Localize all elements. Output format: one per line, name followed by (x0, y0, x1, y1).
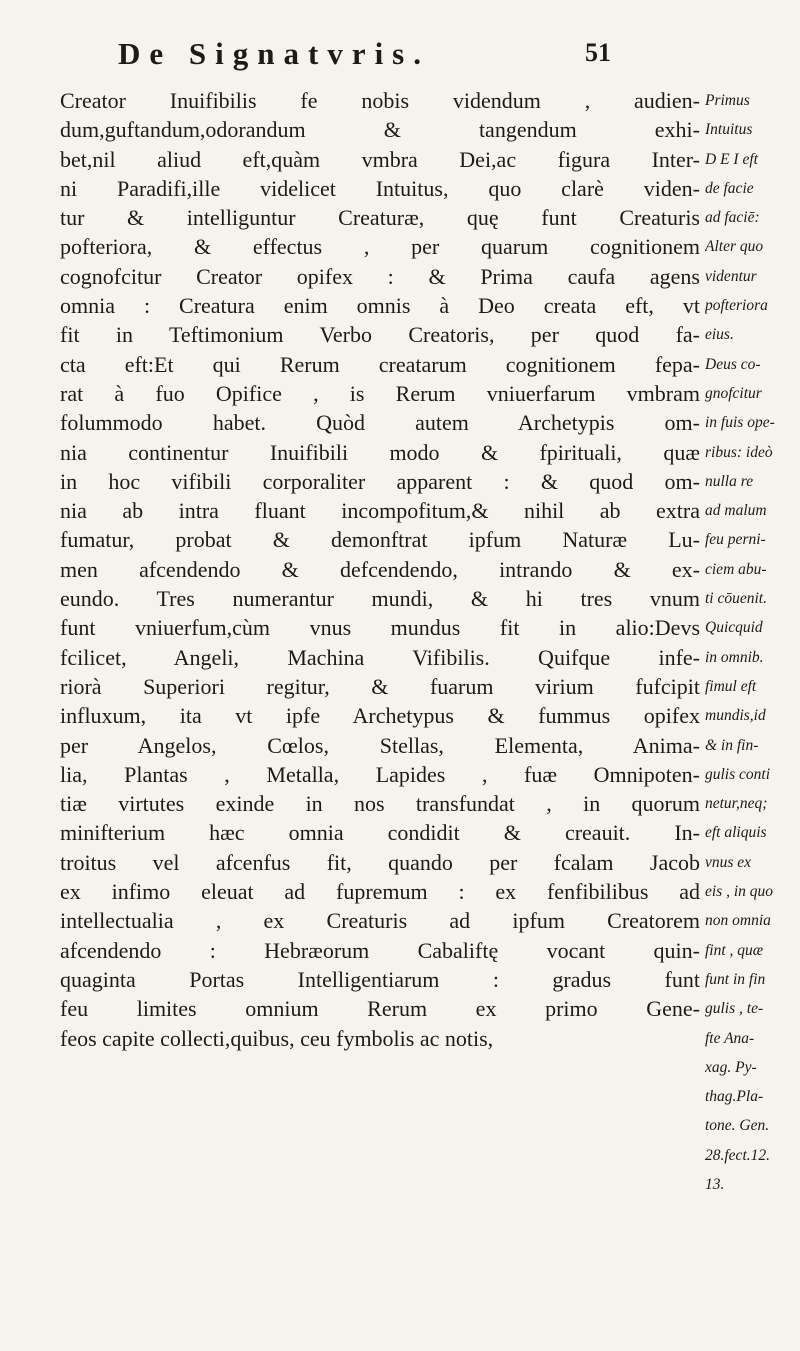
margin-note-line: eius. (705, 326, 734, 344)
margin-note-line: Primus (705, 92, 750, 109)
margin-note-line: non omnia (705, 912, 771, 930)
text-line: nia ab intra fluant incompofitum,& nihil ab extra (60, 498, 700, 524)
margin-note-line: de facie (705, 179, 754, 197)
margin-note-line: videntur (705, 267, 757, 285)
text-line: folummodo habet. Quòd autem Archetypis om- (60, 410, 700, 436)
text-line: feos capite collecti,quibus, ceu fymbolis ac notis, (60, 1025, 494, 1051)
margin-note-line: gnofcitur (705, 384, 762, 402)
margin-note-line: funt in fin (705, 970, 766, 988)
text-line: omnia : Creatura enim omnis à Deo creata eft, vt (60, 293, 700, 319)
text-line: influxum, ita vt ipfe Archetypus & fummus opifex (60, 703, 700, 729)
margin-note-line: nulla re (705, 472, 754, 490)
text-line: fit in Teftimonium Verbo Creatoris, per quod fa- (60, 322, 700, 348)
margin-note-line: 28.fect.12. (705, 1146, 770, 1164)
page-number: 51 (585, 38, 611, 67)
text-line: dum,guftandum,odorandum & tangendum exhi- (60, 117, 700, 143)
margin-note-line: vnus ex (705, 853, 752, 871)
margin-note-line: fimul eft (705, 677, 757, 695)
margin-note-line: feu perni- (705, 531, 766, 549)
text-line: fcilicet, Angeli, Machina Vifibilis. Quifque infe- (60, 644, 700, 670)
text-line: ex infimo eleuat ad fupremum : ex fenfibilibus ad (60, 879, 700, 905)
text-line: afcendendo : Hebræorum Cabaliftę vocant quin- (60, 937, 700, 963)
margin-notes (705, 86, 797, 1199)
text-line: fumatur, probat & demonftrat ipfum Naturæ Lu- (60, 527, 700, 553)
margin-note-line: in omnib. (705, 648, 764, 666)
margin-note-line: ad faciē: (705, 209, 760, 227)
text-line: pofteriora, & effectus , per quarum cognitionem (60, 234, 700, 260)
margin-note-line: gulis conti (705, 765, 771, 783)
text-line: per Angelos, Cœlos, Stellas, Elementa, Anima- (60, 732, 700, 758)
text-line: Creator Inuifibilis fe nobis videndum , audien- (60, 88, 700, 113)
text-line: men afcendendo & defcendendo, intrando & ex- (60, 556, 700, 582)
margin-note-line: ribus: ideò (705, 443, 773, 461)
running-head (0, 36, 800, 76)
main-text-block (60, 86, 700, 1053)
text-line: funt vniuerfum,cùm vnus mundus fit in alio:Devs (60, 615, 700, 641)
margin-note-line: fte Ana- (705, 1029, 755, 1047)
margin-note-line: ti cōuenit. (705, 590, 767, 608)
margin-note-line: Quicquid (705, 619, 763, 637)
margin-note-line: mundis,id (705, 707, 766, 725)
text-line: cta eft:Et qui Rerum creatarum cognitionem fepa- (60, 351, 700, 377)
margin-note-line: netur,neq; (705, 795, 768, 813)
margin-note-line: D E I eft (705, 150, 758, 168)
margin-note-line: Intuitus (705, 121, 753, 139)
text-line: quaginta Portas Intelligentiarum : gradus funt (60, 966, 700, 992)
margin-note-line: & in fin- (705, 736, 759, 754)
text-line: cognofcitur Creator opifex : & Prima caufa agens (60, 263, 700, 289)
text-line: intellectualia , ex Creaturis ad ipfum Creatorem (60, 908, 700, 934)
text-line: tiæ virtutes exinde in nos transfundat , in quorum (60, 791, 700, 817)
text-line: riorà Superiori regitur, & fuarum virium fufcipit (60, 673, 700, 699)
text-line: tur & intelliguntur Creaturæ, quę funt Creaturis (60, 205, 700, 231)
margin-note-line: in fuis ope- (705, 414, 775, 432)
text-line: troitus vel afcenfus fit, quando per fcalam Jacob (60, 849, 700, 875)
text-line: eundo. Tres numerantur mundi, & hi tres vnum (60, 586, 700, 612)
text-line: feu limites omnium Rerum ex primo Gene- (60, 996, 700, 1022)
text-line: in hoc vifibili corporaliter apparent : & quod om- (60, 468, 700, 494)
margin-note-line: pofteriora (705, 297, 768, 315)
margin-note-line: eft aliquis (705, 824, 767, 842)
margin-note-line: thag.Pla- (705, 1088, 764, 1106)
margin-note-line: Deus co- (705, 355, 761, 373)
margin-note-line: gulis , te- (705, 1000, 764, 1018)
text-line: ni Paradifi,ille videlicet Intuitus, quo clarè viden- (60, 175, 700, 201)
margin-note-line: 13. (705, 1175, 725, 1193)
margin-note-line: tone. Gen. (705, 1117, 770, 1135)
margin-note-line: ciem abu- (705, 560, 767, 578)
margin-note-line: Alter quo (705, 238, 764, 256)
text-line: minifterium hæc omnia condidit & creauit. In- (60, 820, 700, 846)
running-title: De Signatvris. (118, 36, 430, 71)
text-line: lia, Plantas , Metalla, Lapides , fuæ Omnipoten- (60, 761, 700, 787)
margin-note-line: ad malum (705, 502, 767, 520)
margin-note-line: xag. Py- (705, 1058, 757, 1076)
text-line: bet,nil aliud eft,quàm vmbra Dei,ac figura Inter- (60, 146, 700, 172)
text-line: rat à fuo Opifice , is Rerum vniuerfarum vmbram (60, 380, 700, 406)
margin-note-line: eis , in quo (705, 883, 774, 901)
text-line: nia continentur Inuifibili modo & fpirituali, quæ (60, 439, 700, 465)
margin-note-line: fint , quæ (705, 941, 764, 959)
